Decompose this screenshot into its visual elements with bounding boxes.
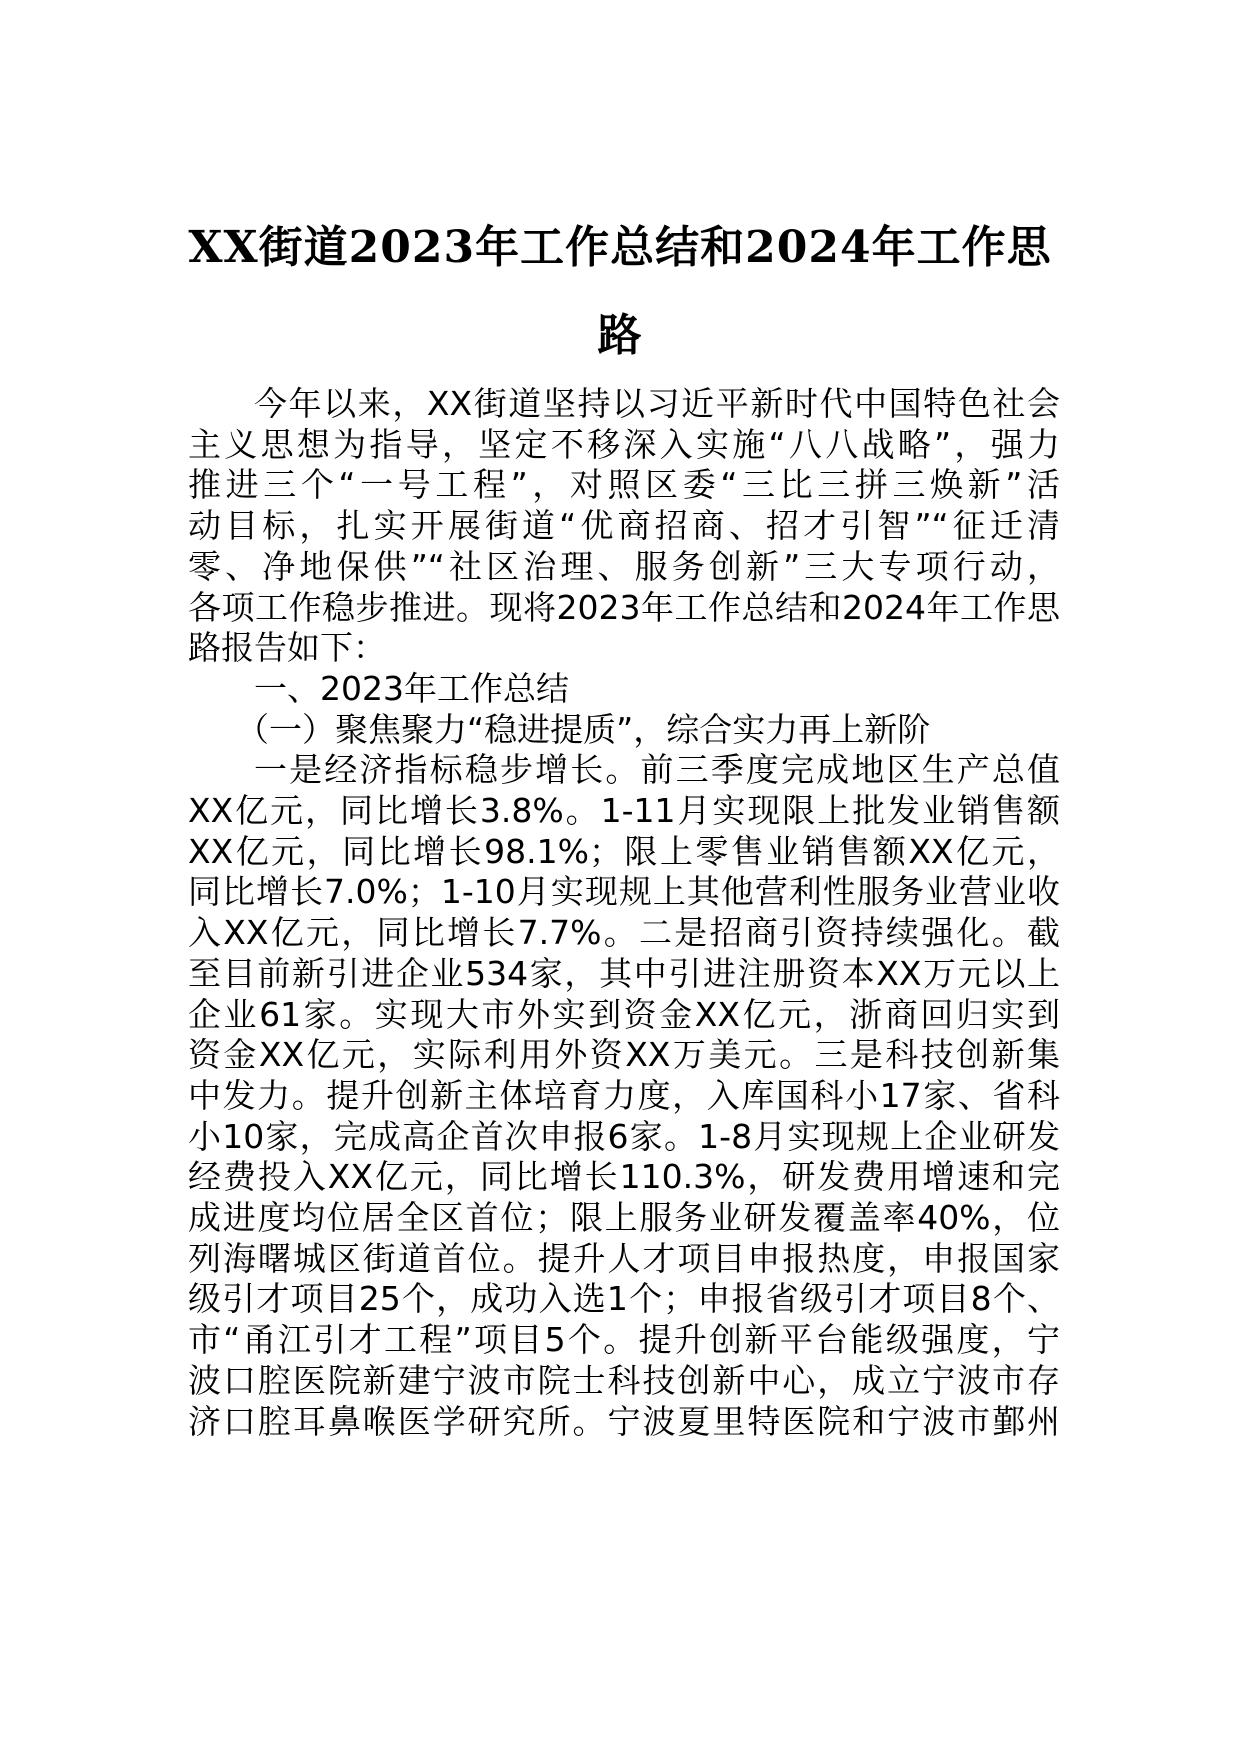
- body-line: 企业61家。实现大市外实到资金XX亿元，浙商回归实到: [188, 995, 1060, 1034]
- body-line: 入XX亿元，同比增长7.7%。二是招商引资持续强化。截: [188, 913, 1060, 952]
- body-line: 至目前新引进企业534家，其中引进注册资本XX万元以上: [188, 954, 1060, 993]
- body-line: 经费投入XX亿元，同比增长110.3%，研发费用增速和完: [188, 1157, 1060, 1196]
- document-title-line-2: 路: [597, 310, 643, 361]
- body-line: 波口腔医院新建宁波市院士科技创新中心，成立宁波市存: [188, 1361, 1060, 1400]
- body-line: 成进度均位居全区首位；限上服务业研发覆盖率40%，位: [188, 1198, 1060, 1237]
- body-line: 小10家，完成高企首次申报6家。1-8月实现规上企业研发: [188, 1117, 1060, 1156]
- body-line: （一）聚焦聚力“稳进提质”，综合实力再上新阶: [236, 710, 931, 749]
- body-line: 各项工作稳步推进。现将2023年工作总结和2024年工作思: [188, 588, 1060, 627]
- body-line: 主义思想为指导，坚定不移深入实施“八八战略”，强力: [188, 425, 1060, 464]
- body-line: 资金XX亿元，实际利用外资XX万美元。三是科技创新集: [188, 1035, 1060, 1074]
- body-line: 零、净地保供”“社区治理、服务创新”三大专项行动，: [188, 547, 1060, 586]
- body-line: 路报告如下：: [188, 628, 386, 667]
- body-line: 一是经济指标稳步增长。前三季度完成地区生产总值: [254, 750, 1060, 789]
- body-line: 中发力。提升创新主体培育力度，入库国科小17家、省科: [188, 1076, 1060, 1115]
- body-line: 级引才项目25个，成功入选1个；申报省级引才项目8个、: [188, 1279, 1060, 1318]
- body-line: 济口腔耳鼻喉医学研究所。宁波夏里特医院和宁波市鄞州: [188, 1402, 1060, 1441]
- body-line: XX亿元，同比增长3.8%。1-11月实现限上批发业销售额: [188, 791, 1060, 830]
- body-line: 列海曙城区街道首位。提升人才项目申报热度，申报国家: [188, 1239, 1060, 1278]
- body-line: 推进三个“一号工程”，对照区委“三比三拼三焕新”活: [188, 465, 1060, 504]
- body-line: 今年以来，XX街道坚持以习近平新时代中国特色社会: [254, 384, 1060, 423]
- document-title-line-1: XX街道2023年工作总结和2024年工作思: [188, 222, 1052, 273]
- body-line: 同比增长7.0%；1-10月实现规上其他营利性服务业营业收: [188, 872, 1060, 911]
- body-line: 一、2023年工作总结: [254, 669, 569, 708]
- body-line: 市“甬江引才工程”项目5个。提升创新平台能级强度，宁: [188, 1320, 1060, 1359]
- body-line: XX亿元，同比增长98.1%；限上零售业销售额XX亿元，: [188, 832, 1060, 871]
- body-line: 动目标，扎实开展街道“优商招商、招才引智”“征迁清: [188, 506, 1060, 545]
